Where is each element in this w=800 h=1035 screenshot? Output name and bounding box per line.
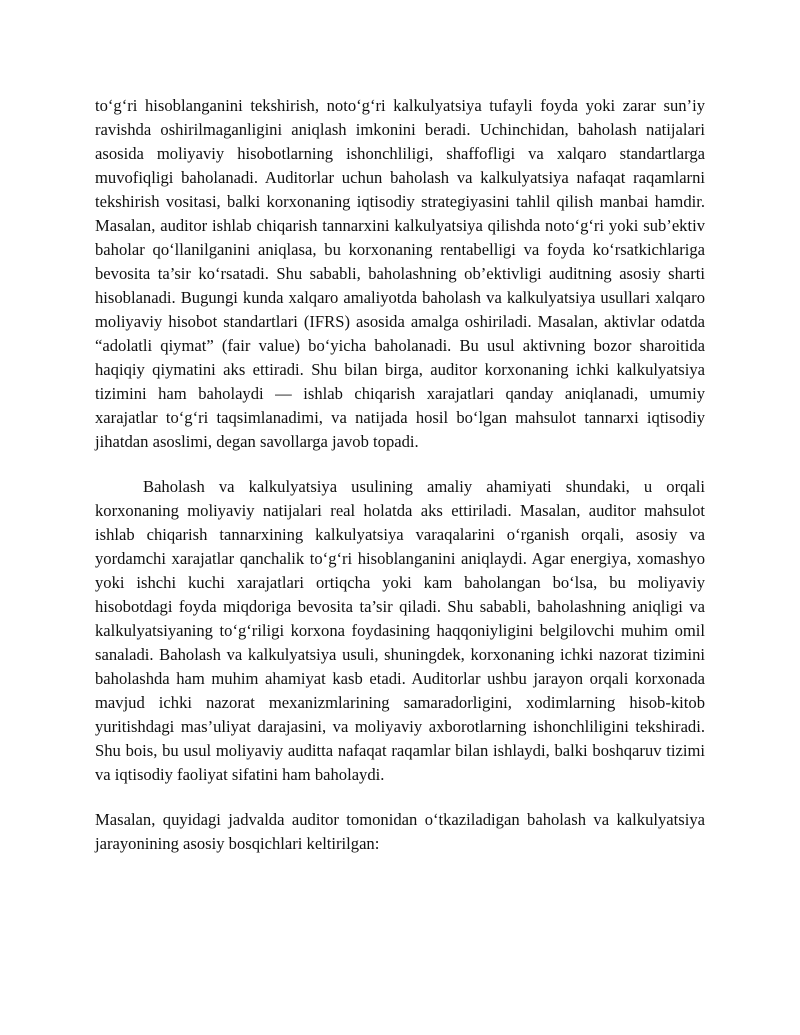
- paragraph-2: Baholash va kalkulyatsiya usulining amaliy ahamiyati shundaki, u orqali korxonaning moliyaviy natijalari real holatda aks ettiriladi. Masalan, auditor mahsulot ishlab chiqarish tannarxining kalkulyatsiya varaqalarini o‘rganish orqali, asosiy va yordamchi xarajatlar qanchalik to‘g‘ri hisoblanganini aniqlaydi. Agar energiya, xomashyo yoki ishchi kuchi xarajatlari ortiqcha yoki kam baholangan bo‘lsa, bu moliyaviy hisobotdagi foyda miqdoriga bevosita ta’sir qiladi. Shu sababli, baholashning aniqligi va kalkulyatsiyaning to‘g‘riligi korxona foydasining haqqoniyligini belgilovchi muhim omil sanaladi. Baholash va kalkulyatsiya usuli, shuningdek, korxonaning ichki nazorat tizimini baholashda ham muhim ahamiyat kasb etadi. Auditorlar ushbu jarayon orqali korxonada mavjud ichki nazorat mexanizmlarining samaradorligini, xodimlarning hisob-kitob yuritishdagi mas’uliyat darajasini, va moliyaviy axborotlarning ishonchliligini tekshiradi. Shu bois, bu usul moliyaviy auditta nafaqat raqamlar bilan ishlaydi, balki boshqaruv tizimi va iqtisodiy faoliyat sifatini ham baholaydi.: [95, 477, 705, 784]
- document-page: [95, 94, 705, 877]
- paragraph-1: to‘g‘ri hisoblanganini tekshirish, noto‘g‘ri kalkulyatsiya tufayli foyda yoki zarar sun’iy ravishda oshirilmaganligini aniqlash imkonini beradi. Uchinchidan, baholash natijalari asosida moliyaviy hisobotlarning ishonchliligi, shaffofligi va xalqaro standartlarga muvofiqligi baholanadi. Auditorlar uchun baholash va kalkulyatsiya nafaqat raqamlarni tekshirish vositasi, balki korxonaning iqtisodiy strategiyasini tahlil qilish manbai hamdir. Masalan, auditor ishlab chiqarish tannarxini kalkulyatsiya qilishda noto‘g‘ri yoki sub’ektiv baholar qo‘llanilganini aniqlasa, bu korxonaning rentabelligi va foyda ko‘rsatkichlariga bevosita ta’sir ko‘rsatadi. Shu sababli, baholashning ob’ektivligi auditning asosiy sharti hisoblanadi. Bugungi kunda xalqaro amaliyotda baholash va kalkulyatsiya usullari xalqaro moliyaviy hisobot standartlari (IFRS) asosida amalga oshiriladi. Masalan, aktivlar odatda “adolatli qiymat” (fair value) bo‘yicha baholanadi. Bu usul aktivning bozor sharoitida haqiqiy qiymatini aks ettiradi. Shu bilan birga, auditor korxonaning ichki kalkulyatsiya tizimini ham baholaydi — ishlab chiqarish xarajatlari qanday aniqlanadi, umumiy xarajatlar to‘g‘ri taqsimlanadimi, va natijada hosil bo‘lgan mahsulot tannarxi iqtisodiy jihatdan asoslimi, degan savollarga javob topadi.: [95, 96, 705, 451]
- paragraph-3: Masalan, quyidagi jadvalda auditor tomonidan o‘tkaziladigan baholash va kalkulyatsiya jarayonining asosiy bosqichlari keltirilgan:: [95, 810, 705, 853]
